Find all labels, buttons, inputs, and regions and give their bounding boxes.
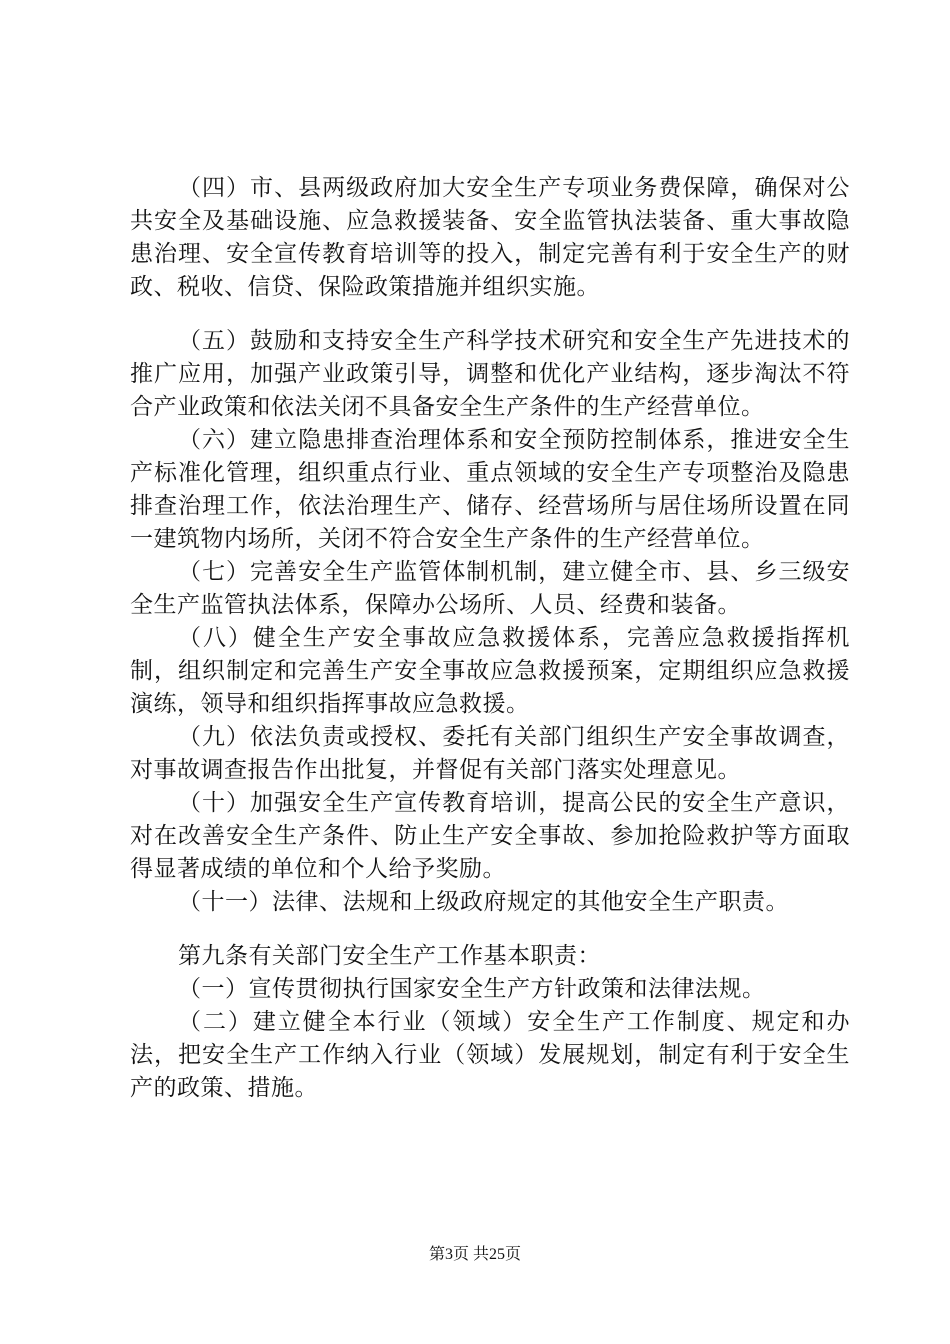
- paragraph-item-4: （四）市、县两级政府加大安全生产专项业务费保障，确保对公共安全及基础设施、应急救援装备、安全监管执法装备、重大事故隐患治理、安全宣传教育培训等的投入，制定完善有利于安全生产的财政、税收、信贷、保险政策措施并组织实施。: [130, 175, 850, 300]
- paragraph-item-5: （五）鼓励和支持安全生产科学技术研究和安全生产先进技术的推广应用，加强产业政策引导，调整和优化产业结构，逐步淘汰不符合产业政策和依法关闭不具备安全生产条件的生产经营单位。: [130, 328, 850, 420]
- paragraph-item-11: （十一）法律、法规和上级政府规定的其他安全生产职责。: [178, 889, 789, 915]
- article-heading: 第九条有关部门安全生产工作基本职责：: [178, 943, 601, 969]
- paragraph-duty-2: （二）建立健全本行业（领域）安全生产工作制度、规定和办法，把安全生产工作纳入行业（领域）发展规划，制定有利于安全生产的政策、措施。: [130, 1009, 850, 1101]
- paragraph-duty-1: （一）宣传贯彻执行国家安全生产方针政策和法律法规。: [178, 976, 766, 1002]
- paragraph-item-10: （十）加强安全生产宣传教育培训，提高公民的安全生产意识，对在改善安全生产条件、防止生产安全事故、参加抢险救护等方面取得显著成绩的单位和个人给予奖励。: [130, 790, 850, 882]
- document-body: [130, 172, 850, 1105]
- paragraph-item-8: （八）健全生产安全事故应急救援体系，完善应急救援指挥机制，组织制定和完善生产安全事故应急救援预案，定期组织应急救援演练，领导和组织指挥事故应急救援。: [130, 625, 850, 717]
- page-number-footer: 第3页 共25页: [428, 1246, 521, 1263]
- paragraph-item-7: （七）完善安全生产监管体制机制，建立健全市、县、乡三级安全生产监管执法体系，保障办公场所、人员、经费和装备。: [130, 559, 850, 618]
- paragraph-item-9: （九）依法负责或授权、委托有关部门组织生产安全事故调查，对事故调查报告作出批复，并督促有关部门落实处理意见。: [130, 724, 850, 783]
- paragraph-item-6: （六）建立隐患排查治理体系和安全预防控制体系，推进安全生产标准化管理，组织重点行业、重点领域的安全生产专项整治及隐患排查治理工作，依法治理生产、储存、经营场所与居住场所设置在同一建筑物内场所，关闭不符合安全生产条件的生产经营单位。: [130, 427, 850, 552]
